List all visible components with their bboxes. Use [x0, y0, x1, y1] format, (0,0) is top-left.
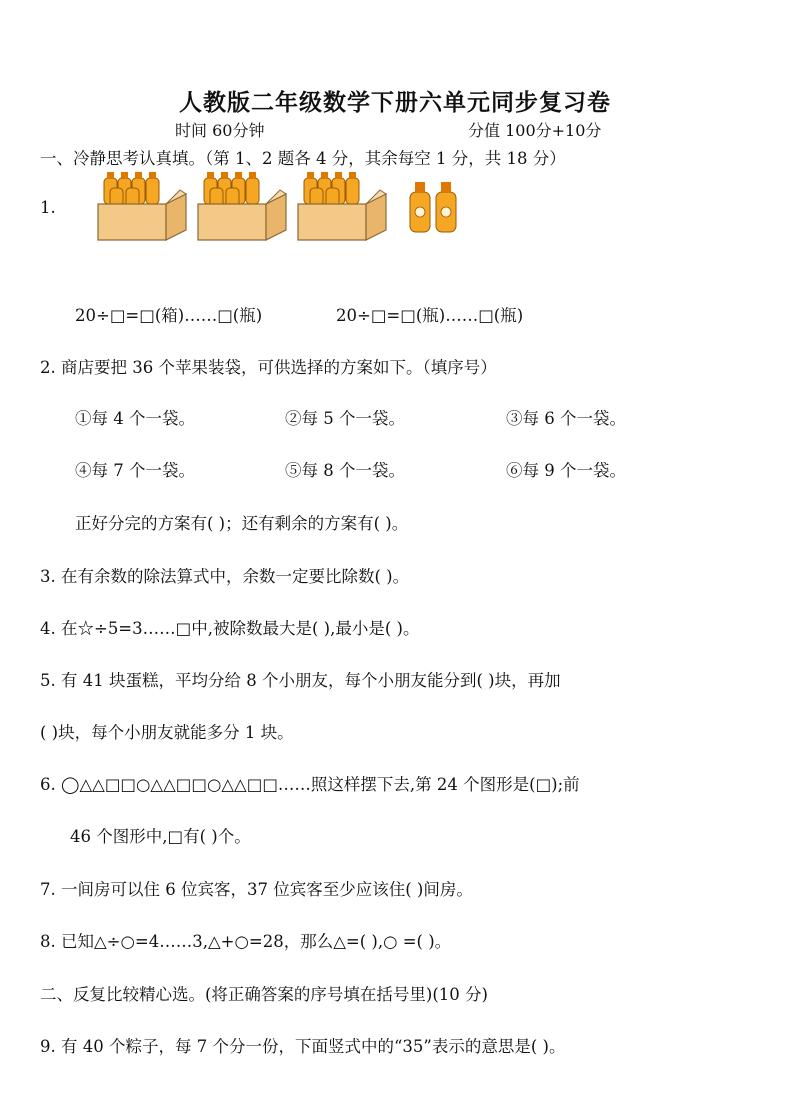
bottle-box-icon: [296, 168, 388, 242]
q4-text: 4. 在☆÷5=3……□中,被除数最大是( ),最小是( )。: [40, 619, 420, 638]
q1-equation-bottles: 20÷□=□(瓶)……□(瓶): [336, 306, 524, 325]
bottle-box-icon: [96, 168, 188, 242]
bottle-box-2: [196, 168, 288, 246]
q8-text: 8. 已知△÷○=4……3,△+○=28，那么△=( ),○ =( )。: [40, 932, 452, 951]
q2-option-1: ①每 4 个一袋。: [75, 409, 195, 428]
q1-number: 1.: [40, 198, 56, 217]
time-label: 时间 60分钟: [175, 121, 265, 140]
loose-bottles: [406, 180, 466, 238]
q2-answer-line: 正好分完的方案有( )；还有剩余的方案有( )。: [75, 514, 409, 533]
section-2-heading: 二、反复比较精心选。(将正确答案的序号填在括号里)(10 分): [40, 985, 488, 1004]
bottle-box-1: [96, 168, 188, 246]
page-title: 人教版二年级数学下册六单元同步复习卷: [179, 90, 611, 116]
q2-option-5: ⑤每 8 个一袋。: [285, 461, 405, 480]
q2-option-4: ④每 7 个一袋。: [75, 461, 195, 480]
q6-text-line1: 6. ◯△△□□○△△□□○△△□□……照这样摆下去,第 24 个图形是(□);前: [40, 775, 580, 794]
score-label: 分值 100分+10分: [468, 121, 602, 140]
q9-text: 9. 有 40 个粽子，每 7 个分一份，下面竖式中的“35”表示的意思是( )。: [40, 1037, 566, 1056]
q6-text-line2: 46 个图形中,□有( )个。: [70, 827, 251, 846]
q2-option-6: ⑥每 9 个一袋。: [506, 461, 626, 480]
q3-text: 3. 在有余数的除法算式中，余数一定要比除数( )。: [40, 567, 410, 586]
bottle-icon: [406, 180, 466, 234]
q1-equation-boxes: 20÷□=□(箱)……□(瓶): [75, 306, 263, 325]
q7-text: 7. 一间房可以住 6 位宾客，37 位宾客至少应该住( )间房。: [40, 880, 473, 899]
q5-text-line1: 5. 有 41 块蛋糕，平均分给 8 个小朋友，每个小朋友能分到( )块，再加: [40, 671, 561, 690]
q2-option-3: ③每 6 个一袋。: [506, 409, 626, 428]
bottle-box-3: [296, 168, 388, 246]
bottle-box-icon: [196, 168, 288, 242]
q2-option-2: ②每 5 个一袋。: [285, 409, 405, 428]
section-1-heading: 一、冷静思考认真填。（第 1、2 题各 4 分，其余每空 1 分，共 18 分）: [40, 149, 566, 168]
q5-text-line2: ( )块，每个小朋友就能多分 1 块。: [40, 723, 294, 742]
q2-text: 2. 商店要把 36 个苹果装袋，可供选择的方案如下。（填序号）: [40, 358, 497, 377]
